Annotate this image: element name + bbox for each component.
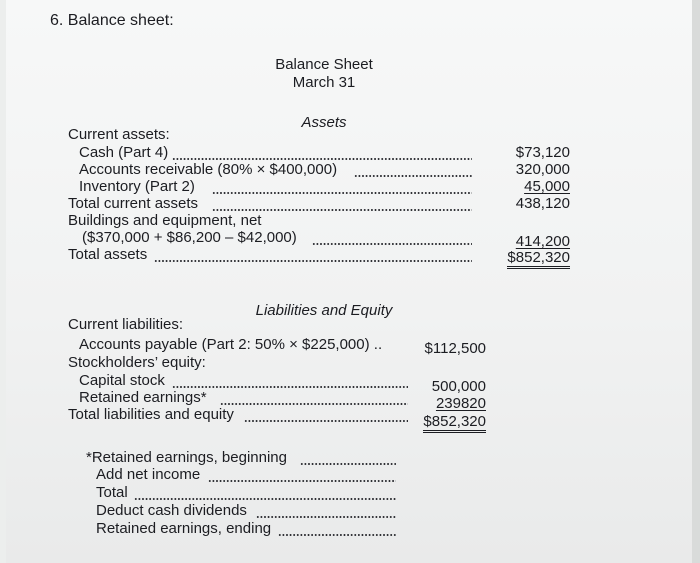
cash-value: $73,120 xyxy=(515,144,570,161)
total-assets-value: $852,320 xyxy=(507,249,570,269)
current-assets-label: Current assets: xyxy=(68,126,170,143)
leader-dots xyxy=(212,209,472,211)
leader-dots xyxy=(212,192,472,194)
total-assets-label: Total assets xyxy=(68,246,148,263)
leader-dots xyxy=(208,480,396,482)
leader-dots xyxy=(220,403,408,405)
question-label: 6. Balance sheet: xyxy=(50,12,174,29)
accounts-receivable-label: Accounts receivable (80% × $400,000) xyxy=(79,161,338,178)
capital-stock-value: 500,000 xyxy=(431,378,486,395)
accounts-receivable-value: 320,000 xyxy=(515,161,570,178)
total-current-assets-value: 438,120 xyxy=(515,195,570,212)
leader-dots xyxy=(154,260,472,262)
accounts-payable-value: $112,500 xyxy=(424,340,486,357)
total-liabilities-equity-value: $852,320 xyxy=(423,413,486,433)
liabilities-equity-heading: Liabilities and Equity xyxy=(255,302,393,319)
leader-dots xyxy=(256,516,396,518)
leader-dots xyxy=(244,420,408,422)
assets-heading: Assets xyxy=(301,114,347,131)
inventory-label: Inventory (Part 2) xyxy=(79,178,195,195)
buildings-equipment-label: Buildings and equipment, net xyxy=(68,212,262,229)
leader-dots xyxy=(300,463,396,465)
inventory-value: 45,000 xyxy=(524,178,570,195)
leader-dots xyxy=(172,386,408,388)
total-liabilities-equity-label: Total liabilities and equity xyxy=(68,406,234,423)
retained-earnings-label: Retained earnings* xyxy=(79,389,207,406)
leader-dots xyxy=(278,534,396,536)
leader-dots xyxy=(172,158,472,160)
current-liabilities-label: Current liabilities: xyxy=(68,316,184,333)
re-net-income-label: Add net income xyxy=(96,466,201,483)
cash-label: Cash (Part 4) xyxy=(79,144,169,161)
worksheet-page xyxy=(6,0,696,563)
statement-title: Balance Sheet xyxy=(275,56,373,73)
statement-date: March 31 xyxy=(292,74,356,91)
total-current-assets-label: Total current assets xyxy=(68,195,199,212)
buildings-equipment-formula: ($370,000 + $86,200 – $42,000) xyxy=(82,229,297,246)
leader-dots xyxy=(312,243,472,245)
retained-earnings-value: 239820 xyxy=(435,395,486,412)
stockholders-equity-label: Stockholders’ equity: xyxy=(68,354,206,371)
leader-dots xyxy=(354,175,472,177)
leader-dots xyxy=(134,498,396,500)
buildings-equipment-value: 414,200 xyxy=(515,233,570,250)
re-ending-label: Retained earnings, ending xyxy=(96,520,272,537)
re-dividends-label: Deduct cash dividends xyxy=(96,502,247,519)
re-beginning-label: *Retained earnings, beginning xyxy=(86,449,287,466)
accounts-payable-label: Accounts payable (Part 2: 50% × $225,000) .. xyxy=(79,336,383,353)
capital-stock-label: Capital stock xyxy=(79,372,165,389)
re-total-label: Total xyxy=(96,484,128,501)
